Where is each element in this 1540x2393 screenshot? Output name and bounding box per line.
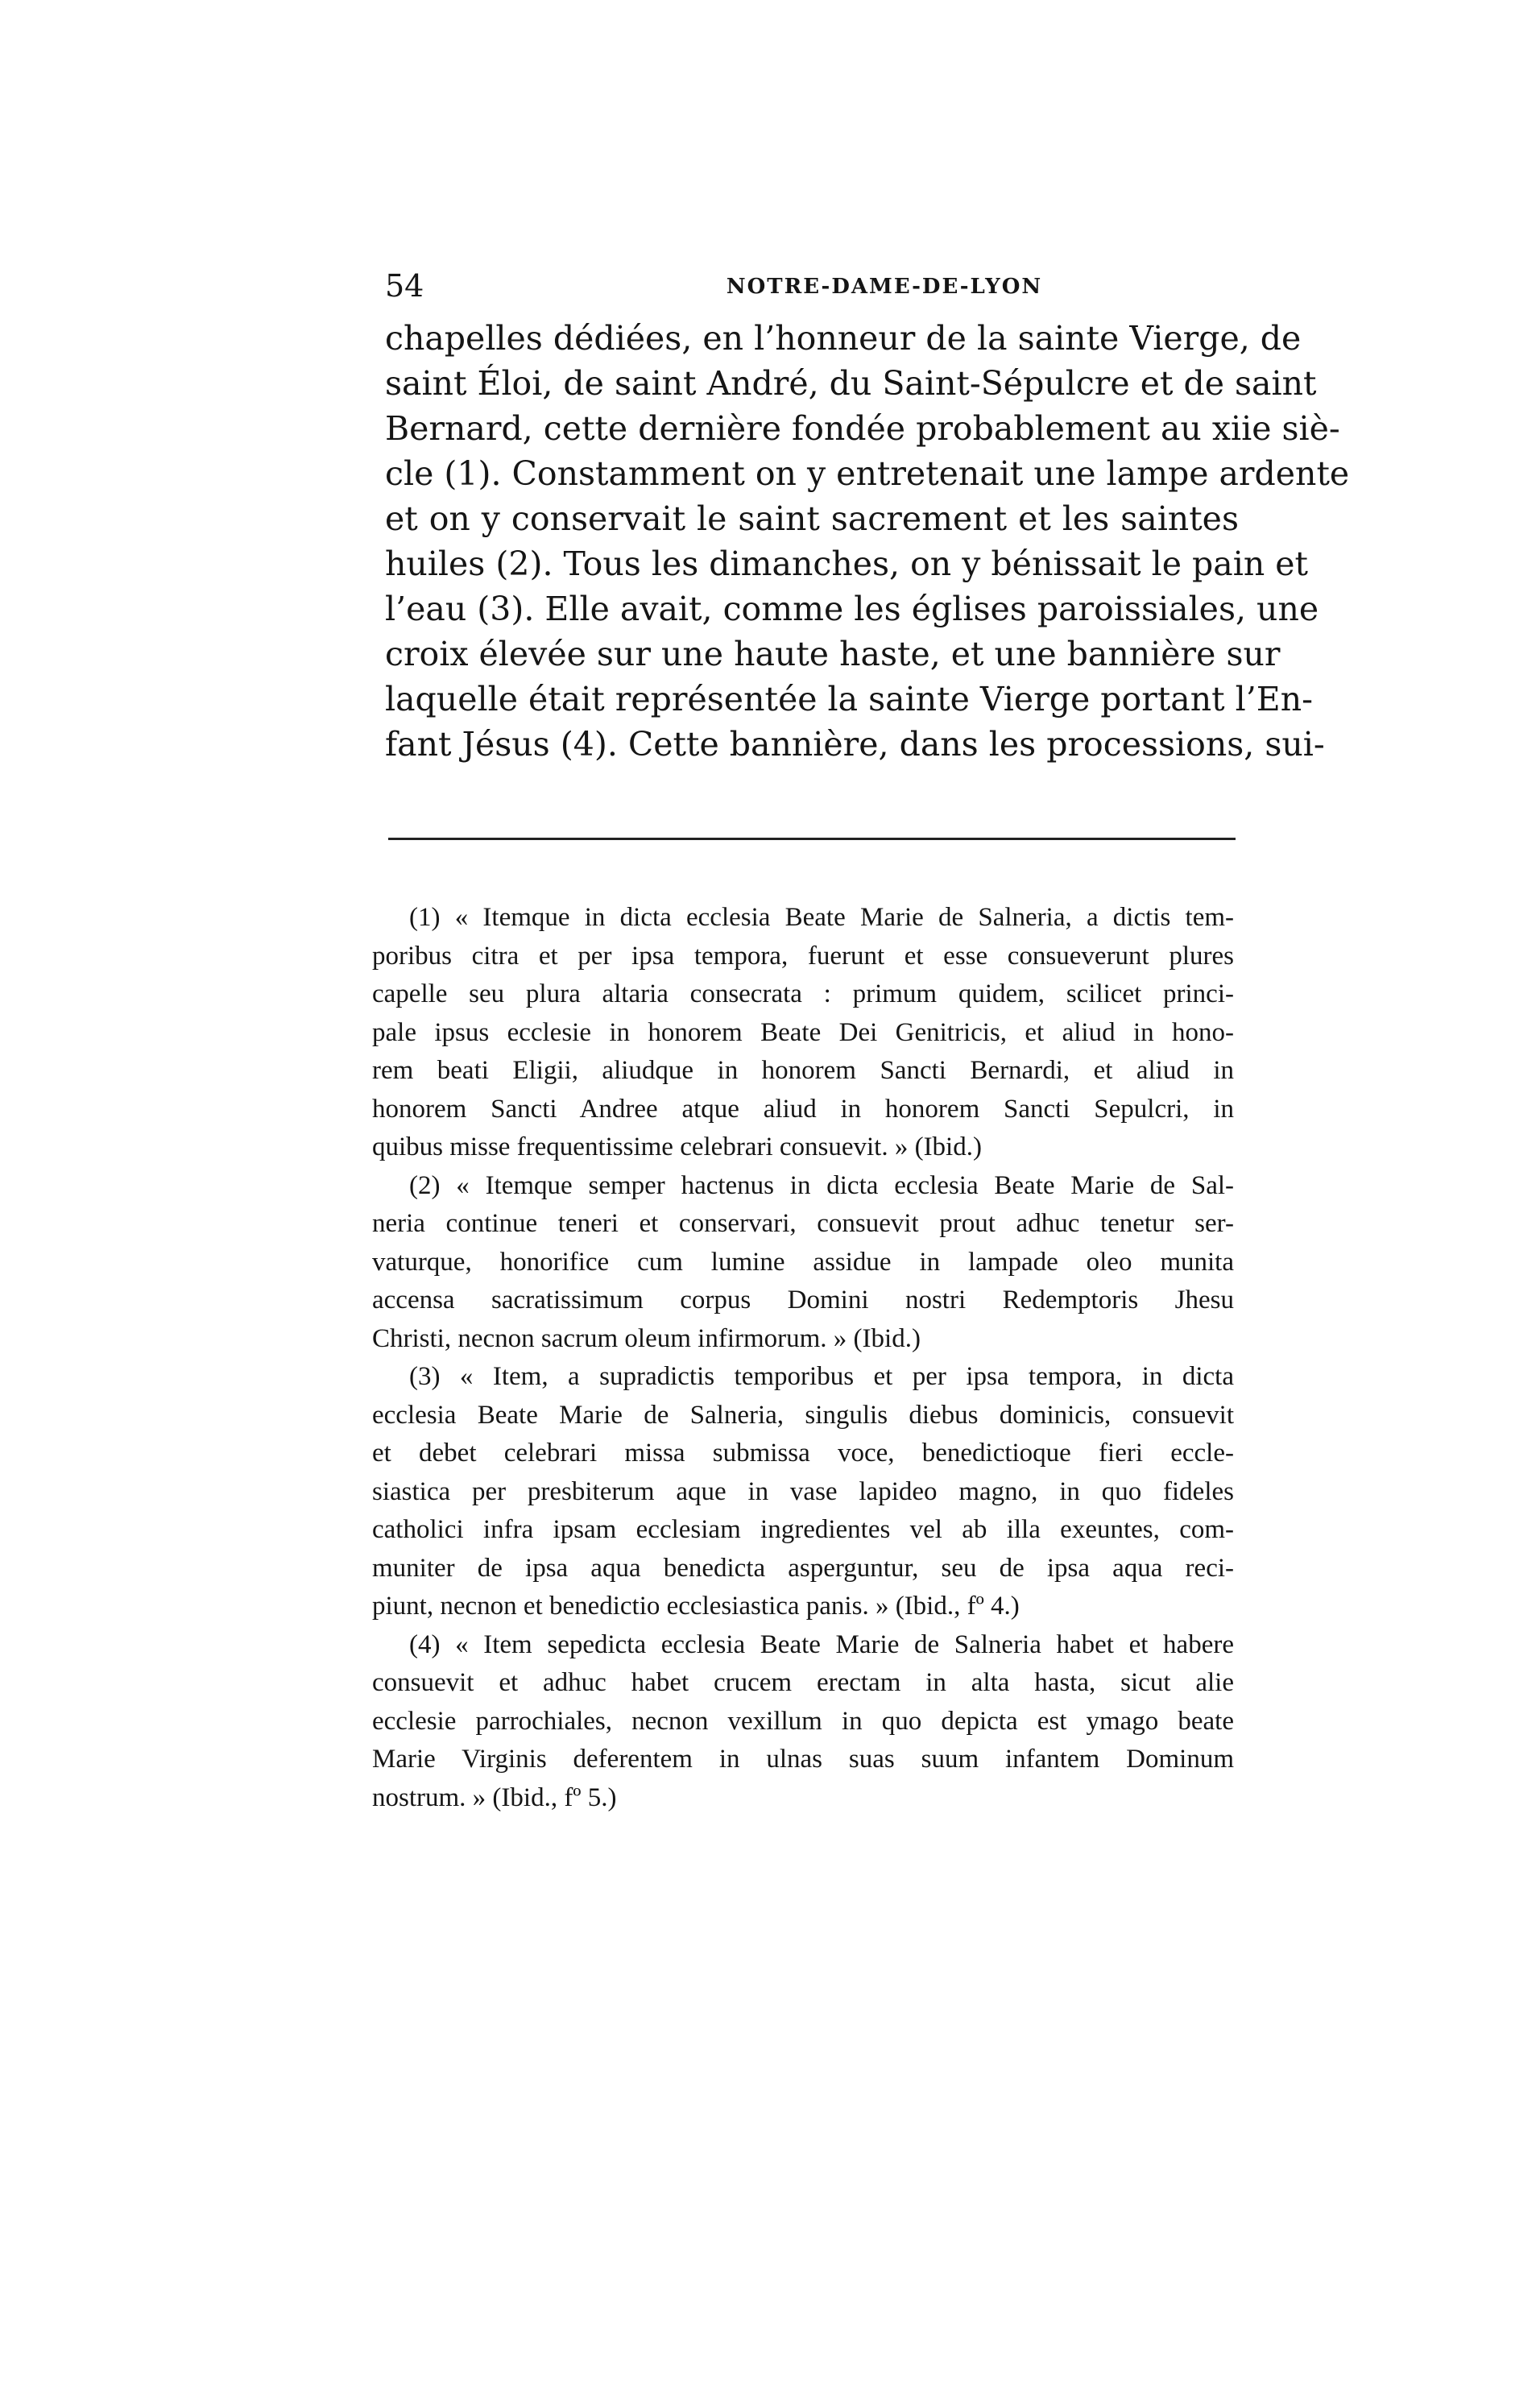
- footnote-3: [372, 1358, 1234, 1626]
- page-number: 54: [385, 268, 424, 304]
- footnote-line: quibus misse frequentissime celebrari consuevit. » (Ibid.): [372, 1132, 982, 1161]
- footnote-line: Marie Virginis deferentem in ulnas suas suum infantem Dominum: [372, 1745, 1234, 1774]
- text-line: fant Jésus (4). Cette bannière, dans les processions, sui-: [385, 725, 1325, 764]
- footnote-line: capelle seu plura altaria consecrata : primum quidem, scilicet princi-: [372, 979, 1234, 1008]
- main-text: [385, 316, 1350, 767]
- footnote-line: honorem Sancti Andree atque aliud in honorem Sancti Sepulcri, in: [372, 1094, 1234, 1124]
- footnote-line: ecclesia Beate Marie de Salneria, singulis diebus dominicis, consuevit: [372, 1400, 1234, 1430]
- footnote-line: muniter de ipsa aqua benedicta asperguntur, seu de ipsa aqua reci-: [372, 1553, 1234, 1583]
- footnote-line: ecclesie parrochiales, necnon vexillum in quo depicta est ymago beate: [372, 1706, 1234, 1736]
- text-line: croix élevée sur une haute haste, et une bannière sur: [385, 635, 1281, 673]
- footnote-line: poribus citra et per ipsa tempora, fuerunt et esse consueverunt plures: [372, 941, 1234, 971]
- footnote-line: Christi, necnon sacrum oleum infirmorum. » (Ibid.): [372, 1323, 921, 1353]
- footnote-line: piunt, necnon et benedictio ecclesiastica panis. » (Ibid., fº 4.): [372, 1592, 1020, 1621]
- footnote-line: vaturque, honorifice cum lumine assidue in lampade oleo munita: [372, 1247, 1234, 1277]
- footnotes: [372, 899, 1234, 1817]
- footnote-2: [372, 1167, 1234, 1359]
- page-header: [385, 266, 1239, 306]
- running-title: NOTRE-DAME-DE-LYON: [726, 275, 1043, 299]
- footnote-line: consuevit et adhuc habet crucem erectam in alta hasta, sicut alie: [372, 1668, 1234, 1697]
- text-line: l’eau (3). Elle avait, comme les églises paroissiales, une: [385, 590, 1319, 628]
- text-line: Bernard, cette dernière fondée probablement au xiie siè-: [385, 409, 1340, 448]
- footnote-line: siastica per presbiterum aque in vase lapideo magno, in quo fideles: [372, 1476, 1234, 1506]
- footnote-line: (4) « Item sepedicta ecclesia Beate Marie de Salneria habet et habere: [409, 1629, 1234, 1659]
- footnote-line: accensa sacratissimum corpus Domini nostri Redemptoris Jhesu: [372, 1286, 1234, 1314]
- footnote-line: (2) « Itemque semper hactenus in dicta ecclesia Beate Marie de Sal-: [409, 1170, 1234, 1200]
- footnote-divider: [388, 838, 1236, 840]
- footnote-1: [372, 899, 1234, 1167]
- footnote-line: neria continue teneri et conservari, consuevit prout adhuc tenetur ser-: [372, 1209, 1234, 1238]
- text-line: saint Éloi, de saint André, du Saint-Sépulcre et de saint: [385, 364, 1317, 403]
- text-line: huiles (2). Tous les dimanches, on y bénissait le pain et: [385, 544, 1308, 583]
- footnote-line: nostrum. » (Ibid., fº 5.): [372, 1782, 617, 1812]
- text-line: laquelle était représentée la sainte Vierge portant l’En-: [385, 680, 1313, 718]
- footnote-line: catholici infra ipsam ecclesiam ingredientes vel ab illa exeuntes, com-: [372, 1515, 1234, 1544]
- footnote-line: rem beati Eligii, aliudque in honorem Sancti Bernardi, et aliud in: [372, 1056, 1234, 1085]
- footnote-line: (3) « Item, a supradictis temporibus et per ipsa tempora, in dicta: [409, 1362, 1234, 1391]
- text-line: chapelles dédiées, en l’honneur de la sainte Vierge, de: [385, 319, 1302, 358]
- text-line: cle (1). Constamment on y entretenait une lampe ardente: [385, 454, 1350, 493]
- footnote-line: pale ipsus ecclesie in honorem Beate Dei Genitricis, et aliud in hono-: [372, 1017, 1234, 1047]
- footnote-line: (1) « Itemque in dicta ecclesia Beate Marie de Salneria, a dictis tem-: [409, 903, 1234, 932]
- footnote-4: [372, 1626, 1234, 1818]
- text-line: et on y conservait le saint sacrement et les saintes: [385, 499, 1239, 538]
- footnote-line: et debet celebrari missa submissa voce, benedictioque fieri eccle-: [372, 1439, 1234, 1468]
